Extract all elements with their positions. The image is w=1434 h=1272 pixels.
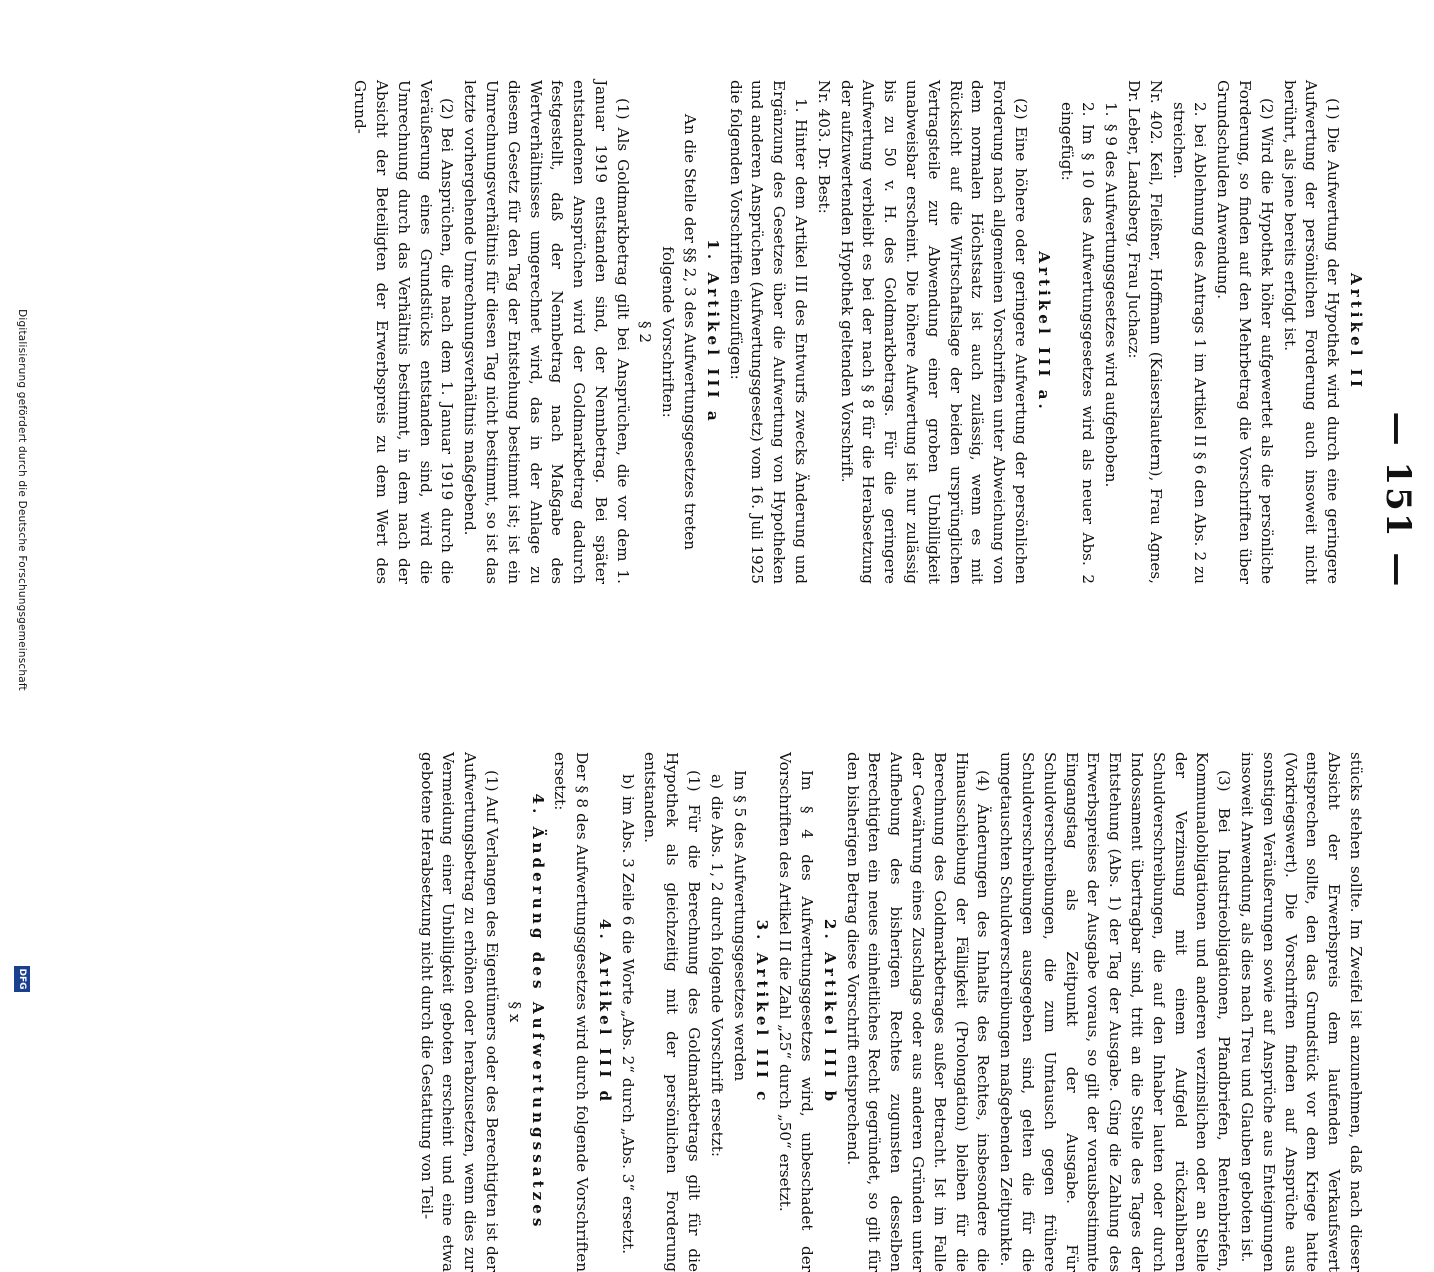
- page-number: — 151 —: [1378, 411, 1418, 589]
- item-number: 2.: [1191, 102, 1210, 117]
- item-text: im Abs. 3 Zeile 6 die Worte „Abs. 2“ durch „Abs. 3“ ersetzt.: [618, 796, 637, 1255]
- paragraph: Der § 8 des Aufwertungsgesetzes wird durch folgende Vorschriften ersetzt:: [551, 752, 592, 1272]
- numbered-item: [1099, 80, 1121, 584]
- article-heading: 4. Artikel III d: [595, 918, 614, 1106]
- paragraph: (1) Die Aufwertung der Hypothek wird durch eine geringere Aufwertung der persönlichen Forderung auch insoweit nicht berührt, als jene bereits erfolgt ist.: [1280, 80, 1343, 584]
- paragraph: 1. Hinter dem Artikel III des Entwurfs zwecks Änderung und Ergänzung des Gesetzes über die Aufwertung von Hypotheken und anderen Ansprüchen (Aufwertungsgesetz) vom 16. Juli 1925 die folgenden Vorschriften einzufügen:: [726, 80, 811, 584]
- paragraph: (1) Als Goldmarkbetrag gilt bei Ansprüchen, die vor dem 1. Januar 1919 entstanden sind, der Nennbetrag. Bei später entstandenen Ansprüchen wird der Goldmarkbetrag dadurch festgestellt, daß der Nennbetrag nach Maßgabe des Wertverhältnisses umgerechnet wird, das in der Anlage zu diesem Gesetz für den Tag der Entstehung bestimmt ist; ist ein Umrechnungsverhältnis für diesen Tag nicht bestimmt, so ist das letzte vorhergehende Umrechnungsverhältnis maßgebend.: [461, 80, 632, 584]
- centered-line: § x: [505, 1001, 524, 1023]
- digitization-credit: Digitalisierung gefördert durch die Deutsche Forschungsgemeinschaft: [16, 309, 28, 691]
- article-heading: 3. Artikel III c: [753, 919, 772, 1105]
- dfg-logo: DFG: [14, 966, 30, 992]
- paragraph: (2) Bei Ansprüchen, die nach dem 1. Januar 1919 durch die Veräußerung eines Grundstücks entstanden sind, wird die Umrechnung durch das Verhältnis bestimmt, in dem nach der Absicht der Beteiligten der Erwerbspreis zu dem Wert des Grund-: [351, 80, 457, 584]
- paragraph: (1) Auf Verlangen des Eigentümers oder des Berechtigten ist der Aufwertungsbetrag zu erhöhen oder herabzusetzen, wenn dies zur Vermeidung einer Unbilligkeit geboten erscheint und eine etwa gebotene Herabsetzung nicht durch die Gestattung von Teil-: [417, 752, 501, 1272]
- article-heading: Artikel II: [1347, 272, 1365, 392]
- article-heading: 1. Artikel III a: [703, 239, 722, 425]
- left-column: [347, 80, 1366, 584]
- item-text: bei Ablehnung des Antrags 1 im Artikel II § 6 den Abs. 2 zu streichen.: [1169, 102, 1210, 584]
- item-number: b): [618, 774, 637, 790]
- numbered-item: [705, 752, 727, 1272]
- numbered-item: [616, 752, 638, 1272]
- paragraph: (2) Wird die Hypothek höher aufgewertet als die persönliche Forderung, so finden auf den Mehrbetrag die Vorschriften über Grundschulden Anwendung.: [1214, 80, 1276, 584]
- article-heading: Artikel III a.: [1034, 251, 1053, 413]
- paragraph: (4) Änderungen des Inhalts des Rechtes, insbesondere die Hinausschiebung der Fälligkeit (Prolongation) bleiben für die Berechnung des Goldmarkbetrages außer Betracht. Ist im Falle der Gewährung eines Zuschlags oder aus anderen Gründen unter Aufhebung des bisherigen Rechtes zugunsten desselben Berechtigten ein neues einheitliches Recht gegründet, so gilt für den bisherigen Betrag diese Vorschrift entsprechend.: [843, 752, 993, 1272]
- right-column: [414, 752, 1366, 1272]
- item-text: Im § 10 des Aufwertungsgesetzes wird als neuer Abs. 2 eingefügt:: [1057, 102, 1098, 584]
- paragraph: Im § 5 des Aufwertungsgesetzes werden: [730, 770, 749, 1082]
- item-text: § 9 des Aufwertungsgesetzes wird aufgehoben.: [1102, 124, 1121, 488]
- item-text: die Abs. 1, 2 durch folgende Vorschrift ersetzt:: [707, 796, 726, 1157]
- paragraph: Im § 4 des Aufwertungsgesetzes wird, unbeschadet der Vorschriften des Artikel II die Zahl „25“ durch „50“ ersetzt.: [776, 752, 817, 1272]
- numbered-item: [1167, 80, 1211, 584]
- article-heading: 2. Artikel III b: [820, 918, 839, 1106]
- numbered-item: [1055, 80, 1099, 584]
- paragraph: Nr. 402. Keil, Fleißner, Hoffmann (Kaiserslautern), Frau Agnes, Dr. Leber, Landsberg, Frau Juchacz:: [1125, 80, 1165, 584]
- paragraph: (2) Eine höhere oder geringere Aufwertung der persönlichen Forderung nach allgemeinen Vorschriften unter Abweichung von dem normalen Höchstsatz ist auch zulässig, wenn es mit Rücksicht auf die Wirtschaftslage der beiden ursprünglichen Vertragsteile zur Abwendung einer groben Unbilligkeit unabweisbar erscheint. Die höhere Aufwertung ist nur zulässig bis zu 50 v. H. des Goldmarkbetrags. Für die geringere Aufwertung verbleibt es bei der nach § 8 für die Herabsetzung der aufzuwertenden Hypothek geltenden Vorschrift.: [837, 80, 1031, 584]
- article-heading: 4. Änderung des Aufwertungssatzes: [528, 793, 547, 1231]
- paragraph: (1) Für die Berechnung des Goldmarkbetrags gilt für die Hypothek als gleichzeitig mit der persönlichen Forderung entstanden.: [641, 752, 704, 1272]
- item-number: a): [707, 774, 726, 789]
- paragraph: stücks stehen sollte. Im Zweifel ist anzunehmen, daß nach dieser Absicht der Erwerbspreis dem laufenden Verkaufswert entsprechen sollte, den das Grundstück vor dem Kriege hatte (Vorkriegswert). Die Vorschriften finden auf Ansprüche aus sonstigen Veräußerungen sowie auf Ansprüche aus Enteignungen insoweit Anwendung, als dies nach Treu und Glauben geboten ist.: [1238, 752, 1365, 1272]
- paragraph: Nr. 403. Dr. Best:: [814, 80, 833, 214]
- item-number: 2.: [1079, 102, 1098, 117]
- item-number: 1.: [1102, 102, 1121, 117]
- centered-line: An die Stelle der §§ 2, 3 des Aufwertungsgesetzes treten folgende Vorschriften:: [659, 113, 700, 551]
- paragraph: (3) Bei Industrieobligationen, Pfandbriefen, Rentenbriefen, Kommunalobligationen und anderen verzinslichen oder an Stelle der Verzinsung mit einem Aufgeld rückzahlbaren Schuldverschreibungen, die auf den Inhaber lauten oder durch Indossament übertragbar sind, tritt an die Stelle des Tages der Entstehung (Abs. 1) der Tag der Ausgabe. Ging die Zahlung des Erwerbspreises der Ausgabe voraus, so gilt der vorausbestimmte Eingangstag als Zeitpunkt der Ausgabe. Für Schuldverschreibungen, die zum Umtausch gegen frühere Schuldverschreibungen ausgegeben sind, gelten die für die umgetauschten Schuldverschreibungen maßgebenden Zeitpunkte.: [997, 752, 1234, 1272]
- centered-line: § 2: [636, 320, 655, 344]
